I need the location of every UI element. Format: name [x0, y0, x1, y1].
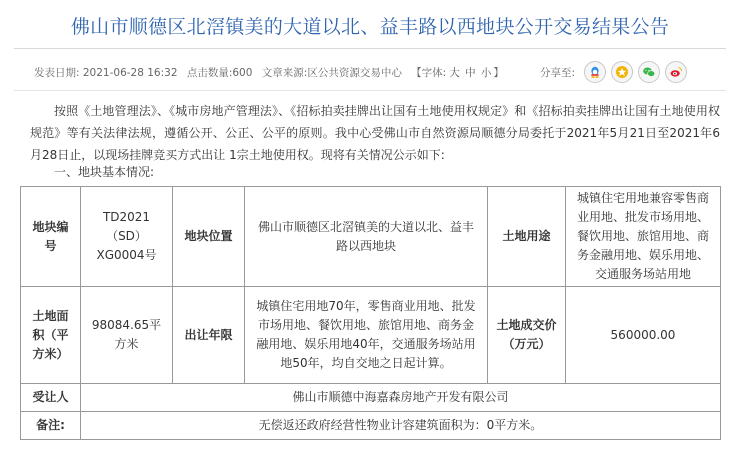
- table-row: [21, 287, 721, 384]
- land-use-header: 土地用途: [488, 187, 566, 287]
- transferee-value: 佛山市顺德中海嘉森房地产开发有限公司: [81, 384, 721, 412]
- table-row: [21, 384, 721, 412]
- article-meta: [34, 64, 510, 82]
- land-use-value: 城镇住宅用地兼容零售商业用地、批发市场用地、餐饮用地、旅馆用地、商务金融用地、娱乐用地、交通服务场站用地: [566, 187, 721, 287]
- font-size-large-link[interactable]: 大: [449, 67, 460, 79]
- transaction-price-value: 560000.00: [566, 287, 721, 384]
- share-label: 分享至:: [540, 66, 576, 79]
- parcel-location-header: 地块位置: [173, 187, 245, 287]
- font-size-close: 】: [493, 67, 504, 79]
- font-size-small-link[interactable]: 小: [480, 67, 492, 79]
- wechat-icon[interactable]: [638, 61, 660, 83]
- section-heading: 一、地块基本情况:: [54, 165, 155, 179]
- lease-term-header: 出让年限: [173, 287, 245, 384]
- intro-paragraph: 按照《土地管理法》、《城市房地产管理法》、《招标拍卖挂牌出让国有土地使用权规定》和《招标拍卖挂牌出让国有土地使用权规范》等有关法律法规，遵循公开、公正、公平的原则。我中心受佛山市自然资源局顺德分局委托于2021年5月21日至2021年6月28日止，以现场挂牌竞买方式出让 1宗土地使用权。现将有关情况公示如下:: [30, 104, 720, 162]
- qzone-icon[interactable]: [611, 61, 633, 83]
- remarks-value: 无偿返还政府经营性物业计容建筑面积为：0平方米。: [81, 412, 721, 440]
- land-area-value: 98084.65平方米: [81, 287, 173, 384]
- publish-date: 发表日期: 2021-06-28 16:32: [34, 67, 178, 79]
- land-area-header: 土地面积（平方米）: [21, 287, 81, 384]
- remarks-header: 备注:: [21, 412, 81, 440]
- parcel-number-value: TD2021（SD）XG0004号: [81, 187, 173, 287]
- title-divider: [14, 48, 726, 49]
- table-row: [21, 187, 721, 287]
- font-size-label: 【字体:: [411, 67, 447, 79]
- parcel-number-header: 地块编号: [21, 187, 81, 287]
- meta-divider: [14, 90, 726, 91]
- click-count: 点击数量:600: [186, 67, 253, 79]
- transferee-header: 受让人: [21, 384, 81, 412]
- lease-term-value: 城镇住宅用地70年，零售商业用地、批发市场用地、餐饮用地、旅馆用地、商务金融用地、娱乐用地40年，交通服务场站用地50年，均自交地之日起计算。: [245, 287, 488, 384]
- table-row: [21, 412, 721, 440]
- article-source: 文章来源:区公共资源交易中心: [261, 67, 402, 79]
- transaction-price-header: 土地成交价（万元）: [488, 287, 566, 384]
- qq-icon[interactable]: [584, 61, 606, 83]
- weibo-icon[interactable]: [665, 61, 687, 83]
- page-title: 佛山市顺德区北滘镇美的大道以北、益丰路以西地块公开交易结果公告: [70, 16, 670, 38]
- share-bar: [540, 60, 687, 84]
- font-size-medium-link[interactable]: 中: [465, 67, 476, 79]
- parcel-location-value: 佛山市顺德区北滘镇美的大道以北、益丰路以西地块: [245, 187, 488, 287]
- land-info-table: [20, 186, 721, 440]
